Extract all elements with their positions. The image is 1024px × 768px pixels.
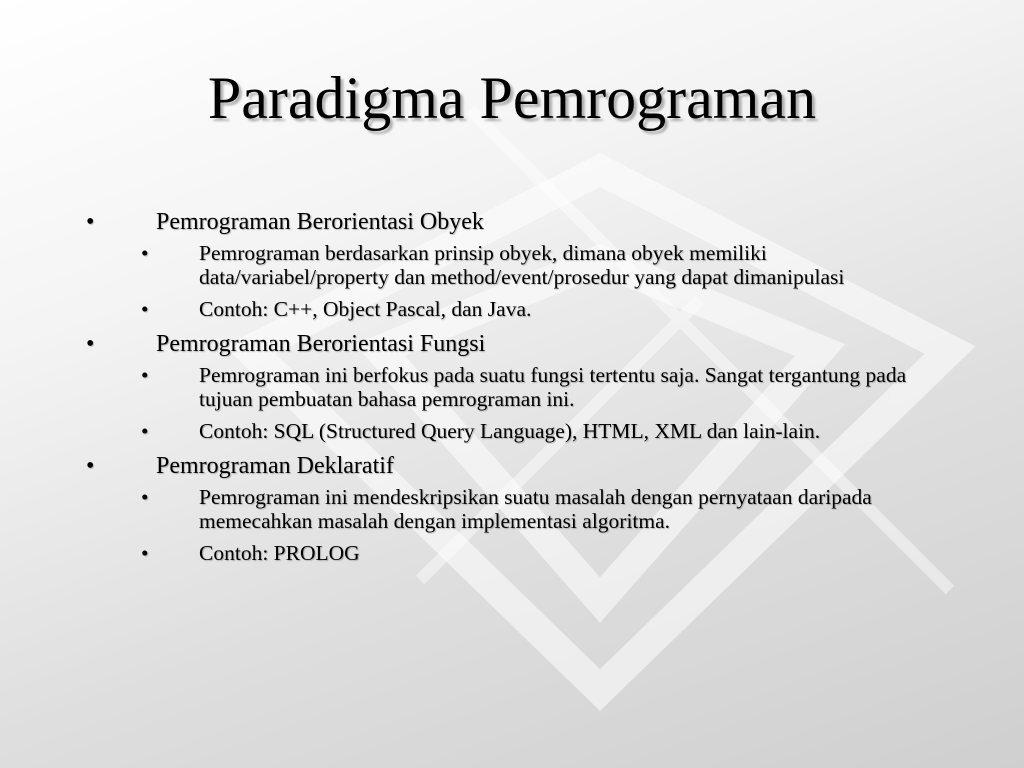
sub-bullet — [141, 485, 926, 533]
sub-bullet — [141, 541, 926, 565]
sub-bullet-text: Contoh: PROLOG — [199, 541, 360, 565]
bullet-icon: • — [86, 209, 95, 235]
section-heading — [86, 451, 926, 481]
sub-bullet — [141, 297, 926, 321]
section-heading-text: Pemrograman Deklaratif — [156, 453, 394, 479]
section-heading — [86, 207, 926, 237]
bullet-icon: • — [141, 297, 149, 321]
bullet-icon: • — [86, 331, 95, 357]
bullet-icon: • — [86, 453, 95, 479]
bullet-icon: • — [141, 363, 149, 387]
bullet-list — [86, 207, 926, 573]
bullet-icon: • — [141, 419, 149, 443]
slide-title: Paradigma Pemrograman — [207, 65, 817, 131]
sub-bullet-text: Contoh: C++, Object Pascal, dan Java. — [199, 297, 532, 321]
sub-bullet-text: Pemrograman ini mendeskripsikan suatu masalah dengan pernyataan daripada memecahkan masalah dengan implementasi algoritma. — [199, 485, 872, 533]
sub-bullet-text: Contoh: SQL (Structured Query Language), HTML, XML dan lain-lain. — [199, 419, 821, 443]
sub-bullet-text: Pemrograman ini berfokus pada suatu fungsi tertentu saja. Sangat tergantung pada tujuan pembuatan bahasa pemrograman ini. — [199, 363, 907, 411]
sub-bullet — [141, 241, 926, 289]
sub-bullet — [141, 419, 926, 443]
bullet-icon: • — [141, 241, 149, 265]
sub-bullet-text: Pemrograman berdasarkan prinsip obyek, dimana obyek memiliki data/variabel/property dan method/event/prosedur yang dapat dimanipulasi — [199, 241, 845, 289]
bullet-icon: • — [141, 541, 149, 565]
section-heading-text: Pemrograman Berorientasi Obyek — [156, 209, 484, 235]
section-heading — [86, 329, 926, 359]
bullet-icon: • — [141, 485, 149, 509]
section-heading-text: Pemrograman Berorientasi Fungsi — [156, 331, 486, 357]
sub-bullet — [141, 363, 926, 411]
